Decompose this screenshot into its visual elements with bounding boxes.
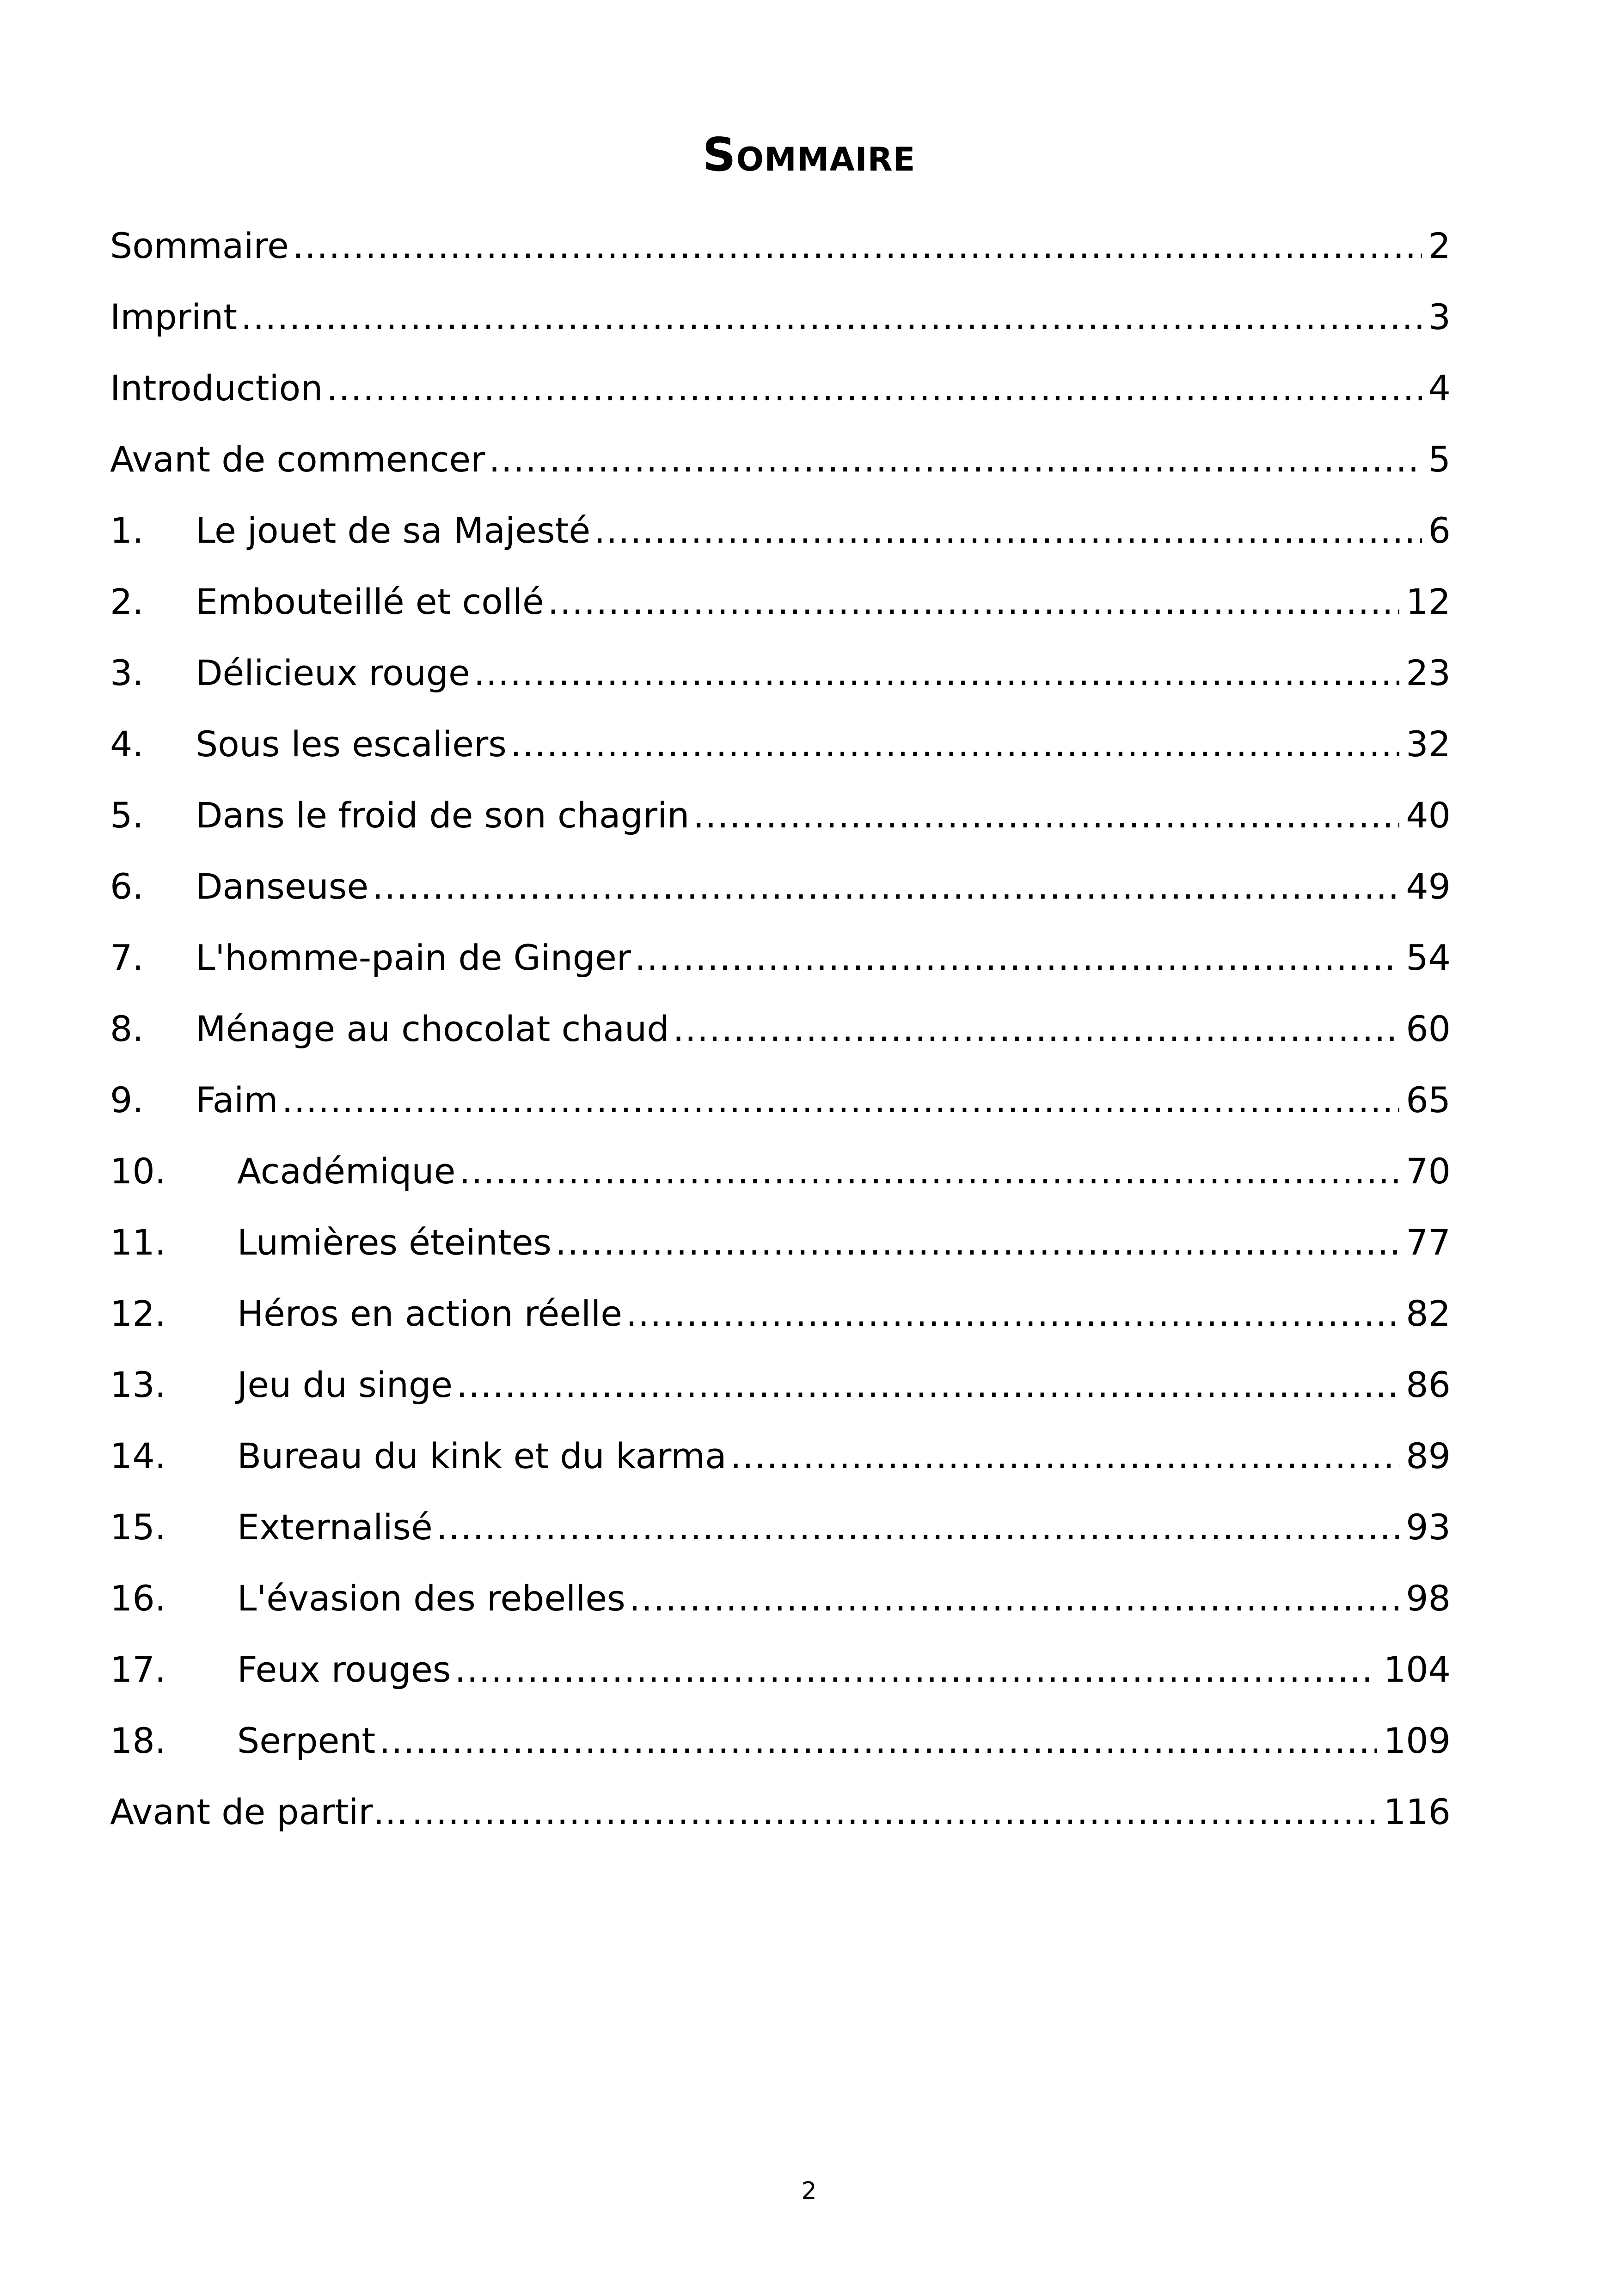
- toc-entry-page: 4: [1428, 367, 1451, 409]
- toc-entry-number: 8.: [110, 1008, 144, 1049]
- toc-entry-label: Lumières éteintes: [237, 1222, 552, 1263]
- toc-entry-page: 82: [1406, 1293, 1451, 1334]
- toc-entry-page: 89: [1406, 1435, 1451, 1476]
- toc-entry-label: Académique: [237, 1151, 456, 1192]
- toc-entry-label: Serpent: [237, 1720, 376, 1761]
- toc-entry-label: Le jouet de sa Majesté: [196, 510, 591, 551]
- toc-entry-page: 65: [1406, 1079, 1451, 1120]
- dot-leader: [693, 780, 1399, 851]
- page-title: Sommaire: [702, 128, 916, 182]
- toc-entry-page: 54: [1406, 937, 1451, 978]
- toc-entry-label: Ménage au chocolat chaud: [196, 1008, 669, 1049]
- toc-entry-chapter-17: [110, 1634, 1451, 1705]
- dot-leader: [626, 1278, 1399, 1349]
- toc-entry-chapter-6: [110, 851, 1451, 922]
- toc-entry-label: Faim: [196, 1079, 278, 1120]
- toc-entry-page: 2: [1428, 225, 1451, 266]
- toc-entry-label: L'homme-pain de Ginger: [196, 937, 631, 978]
- toc-entry-chapter-14: [110, 1420, 1451, 1492]
- toc-entry-number: 17.: [110, 1649, 166, 1690]
- toc-entry-avant-de-partir: [110, 1776, 1451, 1848]
- toc-entry-number: 18.: [110, 1720, 166, 1761]
- toc-entry-label: Sous les escaliers: [196, 723, 507, 765]
- toc-entry-number: 11.: [110, 1222, 166, 1263]
- toc-entry-number: 2.: [110, 581, 144, 622]
- dot-leader: [548, 566, 1400, 637]
- toc-entry-number: 13.: [110, 1364, 166, 1405]
- dot-leader: [241, 282, 1422, 353]
- toc-entry-page: 40: [1406, 795, 1451, 836]
- toc-entry-label: Avant de partir…: [110, 1791, 408, 1832]
- toc-entry-page: 98: [1406, 1578, 1451, 1619]
- dot-leader: [456, 1349, 1399, 1420]
- toc-entry-avant-de-commencer: [110, 424, 1451, 495]
- dot-leader: [474, 637, 1400, 709]
- toc-entry-label: Externalisé: [237, 1506, 433, 1548]
- toc-entry-chapter-12: [110, 1278, 1451, 1349]
- dot-leader: [326, 353, 1422, 424]
- dot-leader: [629, 1563, 1400, 1634]
- toc-entry-label: Jeu du singe: [237, 1364, 453, 1405]
- toc-entry-number: 14.: [110, 1435, 166, 1476]
- dot-leader: [412, 1776, 1377, 1848]
- toc-entry-label: Feux rouges: [237, 1649, 451, 1690]
- dot-leader: [635, 922, 1399, 993]
- dot-leader: [510, 709, 1399, 780]
- toc-entry-chapter-9: [110, 1065, 1451, 1136]
- toc-entry-label: Délicieux rouge: [196, 652, 470, 693]
- toc-entry-number: 3.: [110, 652, 144, 693]
- toc-entry-chapter-8: [110, 993, 1451, 1065]
- toc-entry-label: Imprint: [110, 296, 238, 337]
- dot-leader: [673, 993, 1399, 1065]
- toc-entry-number: 12.: [110, 1293, 166, 1334]
- toc-entry-label: Introduction: [110, 367, 323, 409]
- toc-entry-number: 7.: [110, 937, 144, 978]
- toc-entry-chapter-5: [110, 780, 1451, 851]
- dot-leader: [372, 851, 1399, 922]
- toc-entry-label: Danseuse: [196, 866, 369, 907]
- dot-leader: [293, 210, 1422, 282]
- dot-leader: [454, 1634, 1377, 1705]
- toc-entry-chapter-10: [110, 1136, 1451, 1207]
- toc-entry-chapter-13: [110, 1349, 1451, 1420]
- toc-entry-page: 70: [1406, 1151, 1451, 1192]
- dot-leader: [459, 1136, 1399, 1207]
- dot-leader: [489, 424, 1422, 495]
- toc-entry-label: Bureau du kink et du karma: [237, 1435, 727, 1476]
- toc-entry-chapter-2: [110, 566, 1451, 637]
- dot-leader: [594, 495, 1422, 566]
- toc-entry-introduction: [110, 353, 1451, 424]
- toc-entry-label: Dans le froid de son chagrin: [196, 795, 690, 836]
- toc-entry-number: 6.: [110, 866, 144, 907]
- toc-entry-chapter-15: [110, 1492, 1451, 1563]
- toc-entry-page: 60: [1406, 1008, 1451, 1049]
- toc-entry-chapter-1: [110, 495, 1451, 566]
- toc-entry-imprint: [110, 282, 1451, 353]
- toc-entry-chapter-3: [110, 637, 1451, 709]
- toc-entry-chapter-7: [110, 922, 1451, 993]
- toc-entry-page: 109: [1383, 1720, 1451, 1761]
- toc-entry-chapter-11: [110, 1207, 1451, 1278]
- toc-entry-label: Héros en action réelle: [237, 1293, 622, 1334]
- table-of-contents: [110, 210, 1451, 1848]
- toc-entry-page: 86: [1406, 1364, 1451, 1405]
- dot-leader: [555, 1207, 1399, 1278]
- toc-entry-number: 15.: [110, 1506, 166, 1548]
- toc-entry-label: L'évasion des rebelles: [237, 1578, 625, 1619]
- toc-entry-page: 49: [1406, 866, 1451, 907]
- toc-entry-chapter-16: [110, 1563, 1451, 1634]
- dot-leader: [436, 1492, 1399, 1563]
- toc-entry-page: 77: [1406, 1222, 1451, 1263]
- toc-entry-chapter-18: [110, 1705, 1451, 1776]
- toc-entry-number: 10.: [110, 1151, 166, 1192]
- toc-entry-number: 1.: [110, 510, 144, 551]
- toc-entry-page: 6: [1428, 510, 1451, 551]
- toc-entry-page: 5: [1428, 439, 1451, 480]
- toc-entry-label: Avant de commencer: [110, 439, 485, 480]
- toc-entry-chapter-4: [110, 709, 1451, 780]
- toc-entry-page: 12: [1406, 581, 1451, 622]
- dot-leader: [379, 1705, 1377, 1776]
- toc-entry-page: 32: [1406, 723, 1451, 765]
- toc-entry-page: 23: [1406, 652, 1451, 693]
- toc-entry-sommaire: [110, 210, 1451, 282]
- dot-leader: [282, 1065, 1399, 1136]
- toc-entry-page: 116: [1383, 1791, 1451, 1832]
- toc-entry-number: 5.: [110, 795, 144, 836]
- toc-entry-label: Sommaire: [110, 225, 289, 266]
- toc-entry-label: Embouteillé et collé: [196, 581, 544, 622]
- page-number: 2: [801, 2177, 817, 2205]
- toc-entry-number: 4.: [110, 723, 144, 765]
- toc-entry-number: 16.: [110, 1578, 166, 1619]
- dot-leader: [730, 1420, 1400, 1492]
- toc-entry-number: 9.: [110, 1079, 144, 1120]
- toc-entry-page: 3: [1428, 296, 1451, 337]
- toc-entry-page: 104: [1383, 1649, 1451, 1690]
- toc-entry-page: 93: [1406, 1506, 1451, 1548]
